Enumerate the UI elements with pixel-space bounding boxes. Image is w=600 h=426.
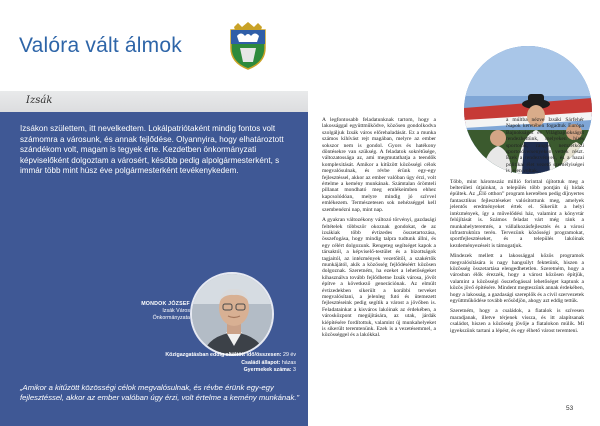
page-number: 53 [566,405,574,412]
pull-quote: „Amikor a kitűzött közösségi célok megvalósulnak, és révbe érünk egy-egy fejlesztéssel, akkor az ember valóban úgy érzi, volt értelme a kemény munkának.” [20,383,300,403]
person-role-line: Izsák Város [162,308,190,314]
paragraph: Szeretném, hogy a családok, a fiatalok is szívesen maradjanak, illetve térjenek vissza, és itt alapítsanak családot, hiszen a közösség jövője a fiatalokon múlik. Mi igyekszünk tartani a lépést, és egy élhető várost teremteni. [450,308,584,334]
paragraph: A gyakran változékony változó törvényi, gazdasági feltételek többször okoznak gondokat, de az izsákiak több évtizedes összetartozása, összefogása, hogy mindig talpra tudtunk állni, és egy célért dolgozunk. Rengeteg segítséget kapok a társaktól, a képviselő-testület és a bizottságok tagjaitól, az intézmények vezetőitől, a szakértők munkájától, akik a közösség fejlődéséért közösen dolgoznak. Szeretném, ha ezeket a lehetőségeket kihasználva tovább fejlődhetne Izsák városa, jövőt építve a következő generációnak. Az elmúlt évtizedekben sikerült a korábbi terveket megvalósítani, a jelenleg futó és ütemezett fejlesztéseink pedig segítik a várost a jövőben is. Feladatainkat a kisváros lakóinak az érdekében, a városközpont megújítására, az utak, járdák kiépítésére fordítottuk, valamint új munkahelyeket is sikerült teremtenünk. Ezek is a vezetésemmel, a közösséggel és a lakókkal. [322,217,436,339]
person-role [126,308,190,322]
stat-row: Gyermekek száma: 3 [243,367,296,374]
paragraph: a múltba nézve Izsáki Sárfehér Napok keretében fogadtuk Európa Bajnokságot és Világbajnokságot rendezhettünk, melyeken híres sportolók, rangos nemzetközi sportolóversenyeken vettek részt. Ezek a rendezvények, és a hazai politikai élet vezető személyiségei is jelen voltak. [506,117,584,175]
person-stats [130,352,296,375]
portrait-photo [190,272,274,356]
page-title: Valóra vált álmok [19,34,182,57]
stat-row: Családi állapot: házas [241,359,296,366]
person-name: MONDOK JÓZSEF [141,301,190,307]
article-column-2 [450,117,584,338]
section-label: Izsák [26,95,53,106]
paragraph: Mindezek mellett a lakossággal közös programok megvalósítására is nagy hangsúlyt fektetünk, hiszen a közösség összetartása elengedhetetlen. Szeretném, hogy a városban élők érezzék, hogy a várost közösen építjük, valamint a közösségi összefogással lehetőséget kaptunk a közös jövő építésére. Mindent megteszünk annak érdekében, hogy a lakosság, a gazdasági szereplők és a civil szervezetek együttműködése tovább erősödjön, ahogy azt eddig tettük. [450,253,584,304]
person-role-line: Önkormányzata [152,315,190,321]
coat-of-arms-icon [228,22,268,70]
paragraph: Több, mint háromszáz millió forinttal újítottuk meg a belterületi útjainkat, a település több pontján új hidak épültek. Az „Élő otthon” program keretében pedig díjnyertes fantasztikus fejlesztéseket valósítottunk meg, amelyek jelentős eredményeket értek el. Sikerült a helyi intézmények, így a művelődési ház, valamint a könyvtár felújítását is. Számos feladat várt még ránk a munkahelyteremtés, a vállalkozásfejlesztés és a városi infrastruktúra terén. Tervezünk közösségi programokat, sportfejlesztéseket, és a település lakóinak kezdeményezéseit is támogatjuk. [450,178,584,249]
article-column-1 [322,117,436,343]
stat-row: Közigazgatásban eddig eltöltött idő/összesen: 29 év [165,352,296,358]
paragraph: A legfontosabb feladatunknak tartom, hogy a lakossággal együttműködve, közösen gondolkodva szolgáljuk Izsák város előrehaladását. Ez a munka számos kihívást rejt magában, melyre az ember sokszor nem is gondol. Gyors és hatékony döntésekre van szükség. A feladatok sokrétűsége, változatossága az, ami megmutathatja a teendők komplexitását. Amikor a kitűzött közösségi célok megvalósulnak, és révbe érünk egy-egy fejlesztéssel, akkor az ember valóban úgy érzi, volt értelme a kemény munkának. Számtalan örömteli pillanat mondható meg emlékeimben ehhez kapcsolódóan, melyre mindig jó szívvel emlékezem. Természetesen sok nehézséggel kell szembenézni nap, mint nap. [322,117,436,213]
intro-text: Izsákon születtem, itt nevelkedtem. Lokálpatriótaként mindig fontos volt számomra a városunk, és annak fejlődése. Olyannyira, hogy elhatároztott szándékom volt, magam is tegyek érte. Kezdetben önkormányzati képviselőként dolgoztam a városért, később pedig alpolgármesterként, s immár több mint húsz éve polgármesterként tevékenykedem. [20,124,284,176]
